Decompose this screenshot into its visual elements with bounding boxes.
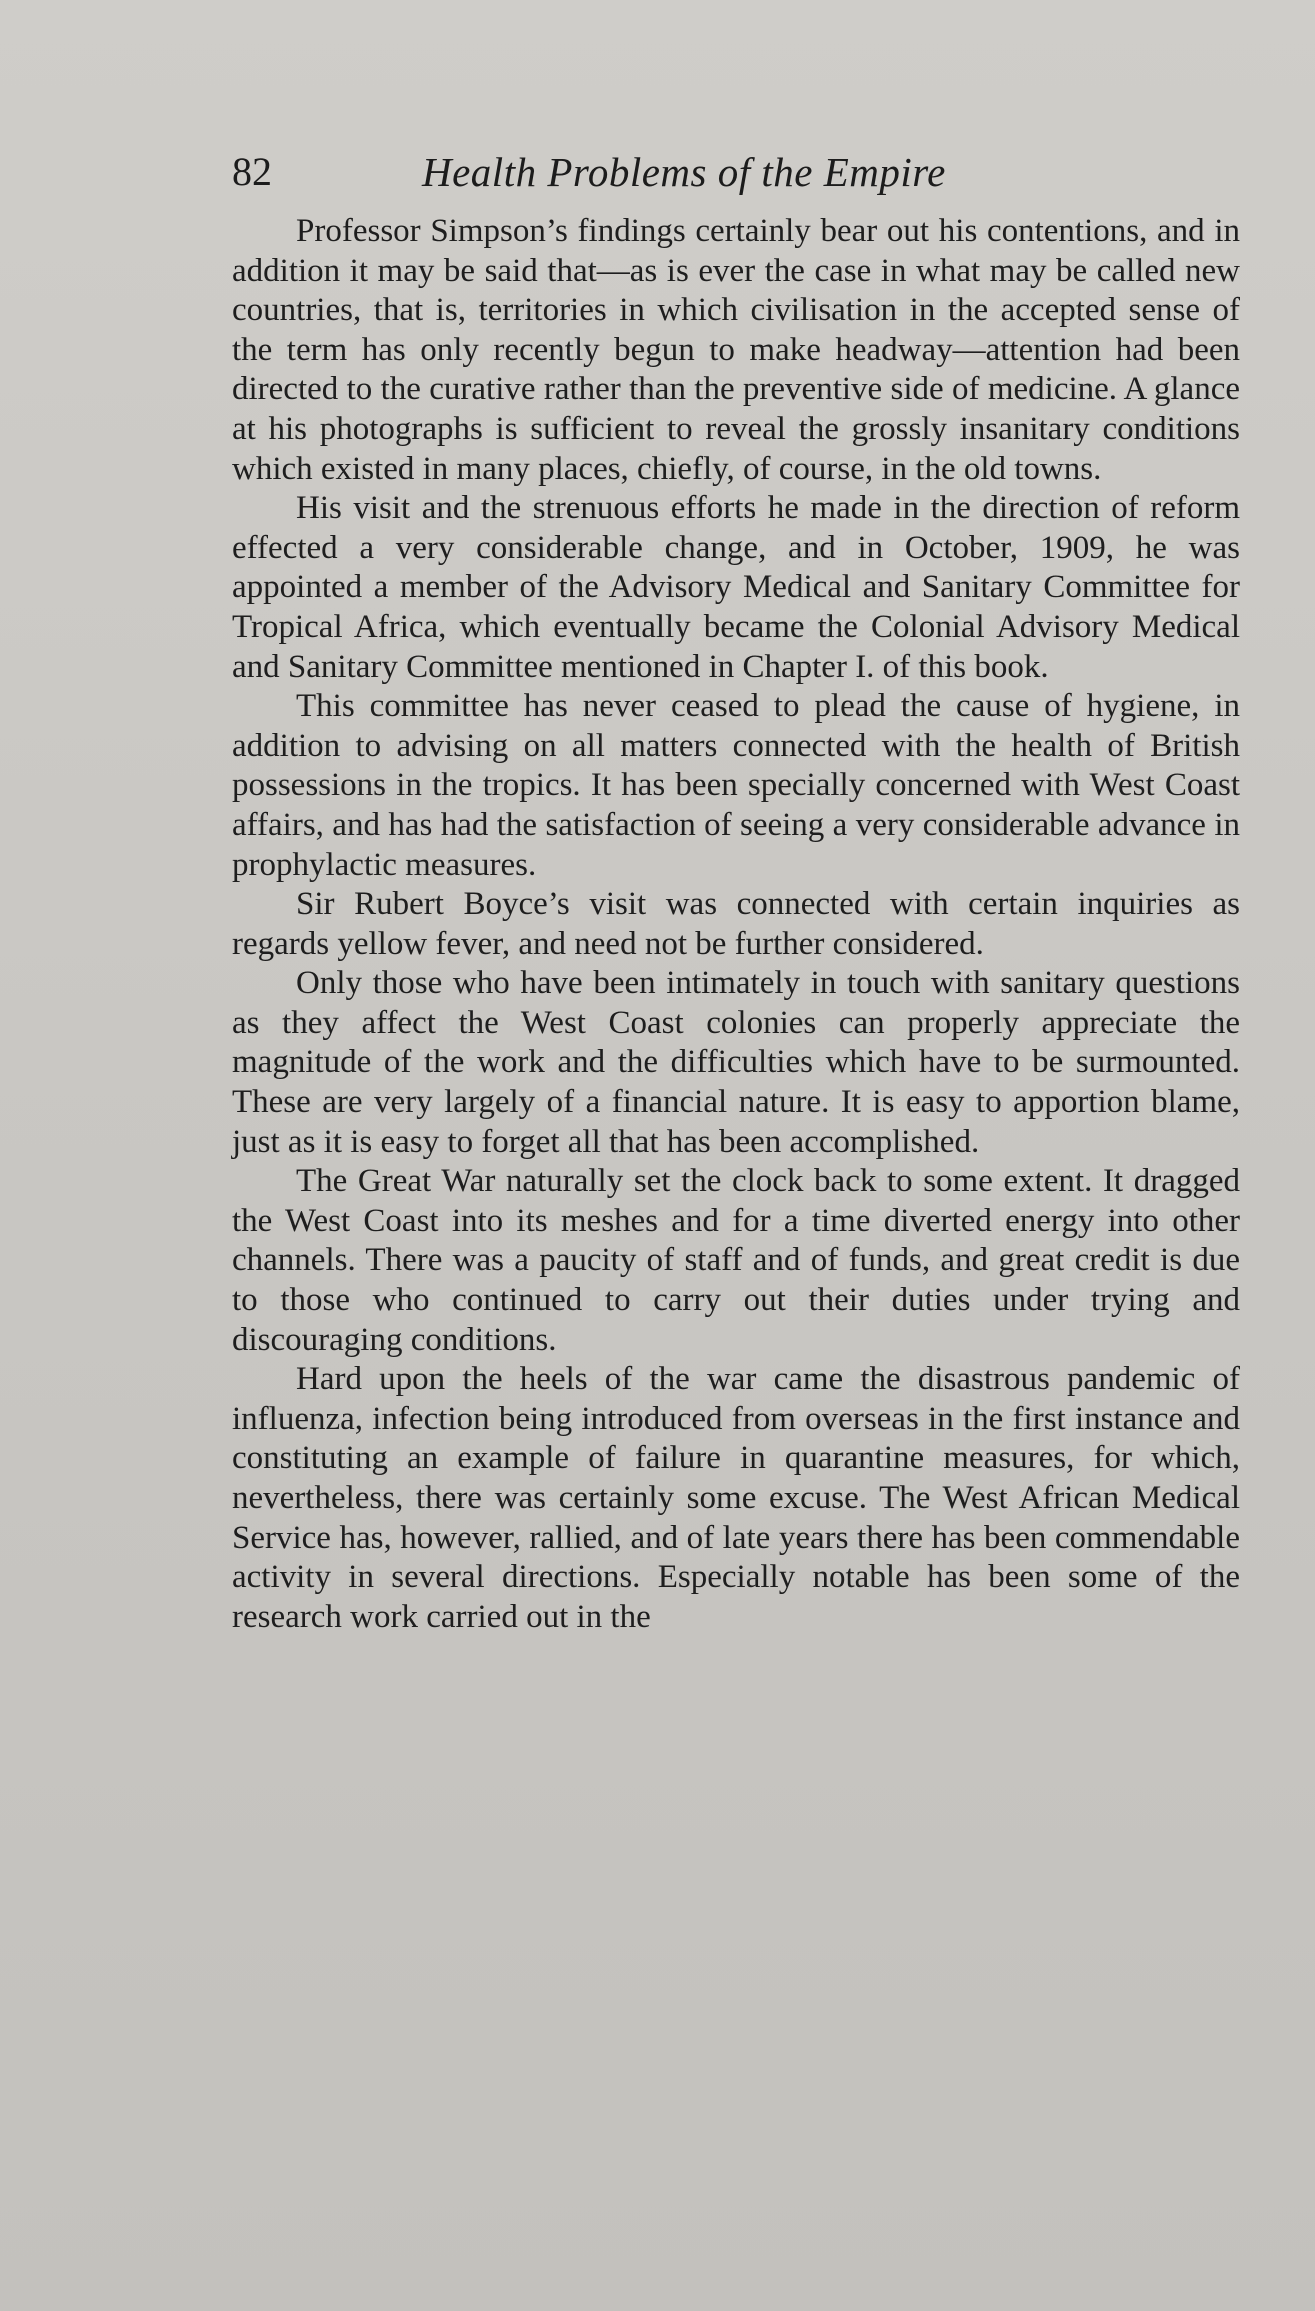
paragraph-boyce-visit: Sir Rubert Boyce’s visit was connected with certain inquiries as regards yellow fever, and need not be further considered. — [232, 886, 1240, 962]
paragraph-great-war: The Great War naturally set the clock back to some extent. It dragged the West Coast into its meshes and for a time diverted energy into other channels. There was a paucity of staff and of funds, and great credit is due to those who continued to carry out their duties under trying and discouraging conditions. — [232, 1163, 1240, 1358]
running-title: Health Problems of the Empire — [422, 149, 946, 195]
running-head — [232, 142, 1242, 202]
body-text — [232, 212, 1240, 1637]
page-number: 82 — [232, 149, 272, 194]
paragraph-committee: This committee has never ceased to plead the cause of hygiene, in addition to advising on all matters connected with the health of British possessions in the tropics. It has been specially concerned with West Coast affairs, and has had the satisfaction of seeing a very considerable advance in prophylactic measures. — [232, 688, 1240, 883]
paragraph-simpson-findings: Professor Simpson’s findings certainly bear out his contentions, and in addition it may be said that—as is ever the case in what may be called new countries, that is, territories in which civilisation in the accepted sense of the term has only recently begun to make headway—attention had been directed to the curative rather than the preventive side of medicine. A glance at his photographs is sufficient to reveal the grossly insanitary conditions which existed in many places, chiefly, of course, in the old towns. — [232, 213, 1240, 487]
paragraph-sanitary-questions: Only those who have been intimately in touch with sanitary questions as they affect the West Coast colonies can properly appreciate the magnitude of the work and the difficulties which have to be surmounted. These are very largely of a financial nature. It is easy to apportion blame, just as it is easy to forget all that has been accomplished. — [232, 965, 1240, 1160]
paragraph-influenza: Hard upon the heels of the war came the disastrous pandemic of influenza, infection being introduced from overseas in the first instance and constituting an example of failure in quarantine measures, for which, nevertheless, there was certainly some excuse. The West African Medical Service has, however, rallied, and of late years there has been commendable activity in several directions. Especially notable has been some of the research work carried out in the — [232, 1361, 1240, 1635]
paragraph-visit-reform: His visit and the strenuous efforts he made in the direction of reform effected a very considerable change, and in October, 1909, he was appointed a member of the Advisory Medical and Sanitary Committee for Tropical Africa, which eventually became the Colonial Advisory Medical and Sanitary Committee mentioned in Chapter I. of this book. — [232, 490, 1240, 685]
